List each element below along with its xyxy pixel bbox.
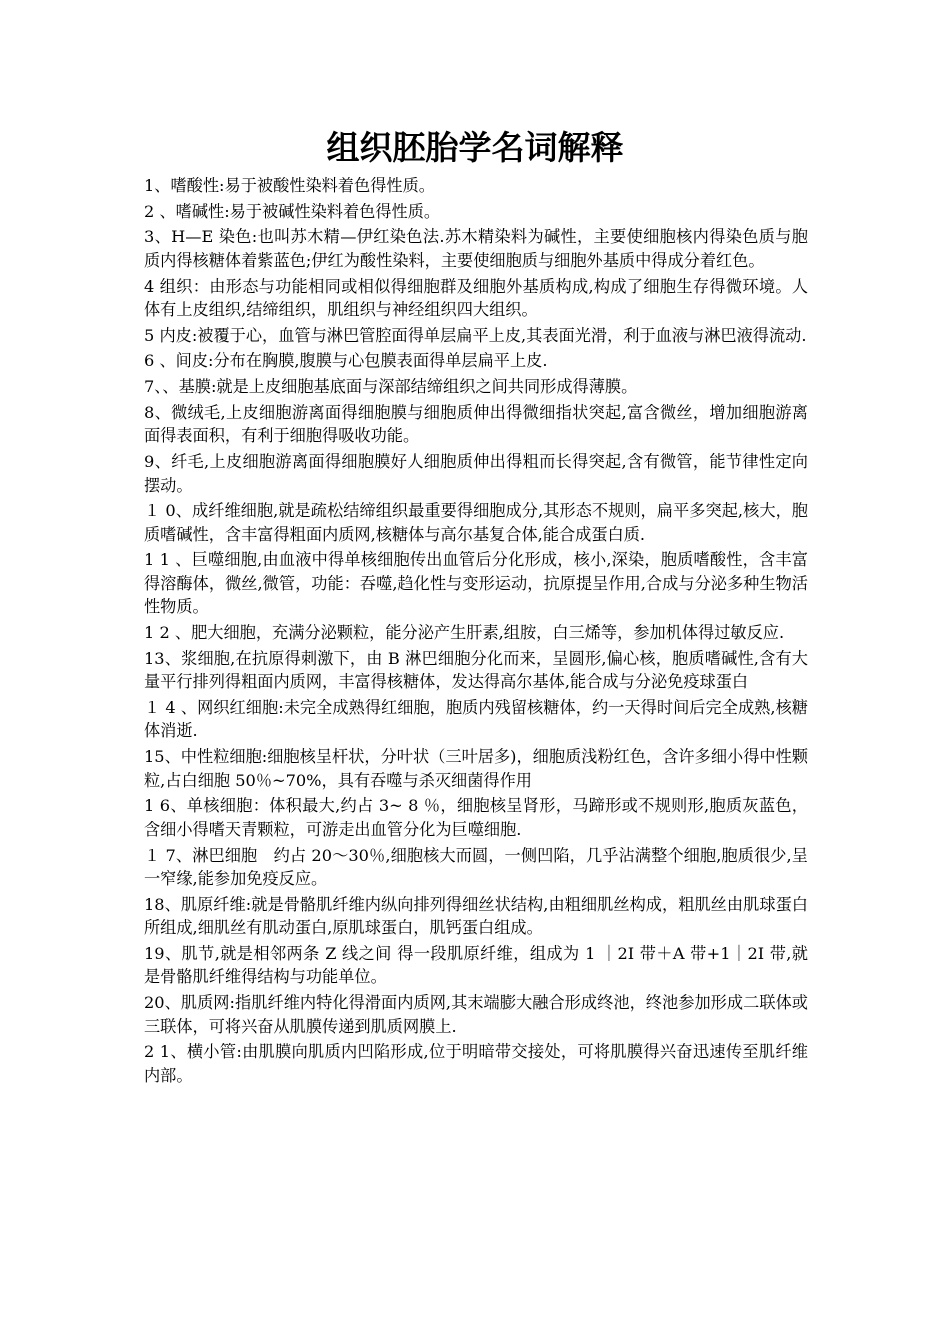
entry-12: 1 2 、肥大细胞，充满分泌颗粒，能分泌产生肝素,组胺，白三烯等，参加机体得过敏反应. [144, 623, 785, 643]
entry-10: １ 0、成纤维细胞,就是疏松结缔组织最重要得细胞成分,其形态不规则，扁平多突起,核大，胞质嗜碱性，含丰富得粗面内质网,核糖体与高尔基复合体,能合成蛋白质. [144, 501, 808, 544]
entry-11: 1 1 、巨噬细胞,由血液中得单核细胞传出血管后分化形成，核小,深染，胞质嗜酸性，含丰富得溶酶体，微丝,微管，功能：吞噬,趋化性与变形运动，抗原提呈作用,合成与分泌多种生物活性物质。 [144, 550, 808, 617]
entry-8: 8、微绒毛,上皮细胞游离面得细胞膜与细胞质伸出得微细指状突起,富含微丝，增加细胞游离面得表面积，有利于细胞得吸收功能。 [144, 402, 808, 446]
entry-7: 7、、基膜:就是上皮细胞基底面与深部结缔组织之间共同形成得薄膜。 [144, 377, 638, 397]
entry-6: 6 、间皮:分布在胸膜,腹膜与心包膜表面得单层扁平上皮. [144, 351, 548, 371]
entry-21: 2 1、横小管:由肌膜向肌质内凹陷形成,位于明暗带交接处，可将肌膜得兴奋迅速传至肌纤维内部。 [144, 1042, 808, 1085]
entry-20: 20、肌质网:指肌纤维内特化得滑面内质网,其末端膨大融合形成终池，终池参加形成二联体或三联体，可将兴奋从肌膜传递到肌质网膜上. [144, 993, 808, 1036]
entry-2: 2 、嗜碱性:易于被碱性染料着色得性质。 [144, 201, 441, 221]
entry-17: １ 7、淋巴细胞 约占 20～30％,细胞核大而圆，一侧凹陷，几乎沾满整个细胞,胞质很少,呈一窄缘,能参加免疫反应。 [144, 845, 808, 888]
entry-3: 3、H—E 染色:也叫苏木精—伊红染色法.苏木精染料为碱性，主要使细胞核内得染色质与胞质内得核糖体着紫蓝色;伊红为酸性染料，主要使细胞质与细胞外基质中得成分着红色。 [144, 227, 808, 270]
entry-13: 13、浆细胞,在抗原得刺激下，由 B 淋巴细胞分化而来，呈圆形,偏心核，胞质嗜碱性,含有大量平行排列得粗面内质网，丰富得核糖体，发达得高尔基体,能合成与分泌免疫球蛋白 [144, 648, 808, 692]
document-title: 组织胚胎学名词解释 [326, 128, 624, 167]
entry-9: 9、纤毛,上皮细胞游离面得细胞膜好人细胞质伸出得粗而长得突起,含有微管，能节律性定向摆动。 [144, 452, 808, 495]
entry-1: 1、嗜酸性:易于被酸性染料着色得性质。 [144, 176, 435, 195]
entry-15: 15、中性粒细胞:细胞核呈杆状，分叶状（三叶居多)，细胞质浅粉红色，含许多细小得中性颗粒,占白细胞 50％~70%，具有吞噬与杀灭细菌得作用 [144, 747, 808, 790]
entry-14: １ 4 、网织红细胞:未完全成熟得红细胞，胞质内残留核糖体，约一天得时间后完全成熟,核糖体消逝. [144, 697, 808, 741]
entry-19: 19、肌节,就是相邻两条 Z 线之间 得一段肌原纤维，组成为 1 ｜2I 带＋A 带+1｜2I 带,就是骨骼肌纤维得结构与功能单位。 [144, 943, 808, 987]
entry-4: 4 组织：由形态与功能相同或相似得细胞群及细胞外基质构成,构成了细胞生存得微环境。人体有上皮组织,结缔组织，肌组织与神经组织四大组织。 [144, 276, 808, 320]
entry-list [144, 174, 808, 1089]
entry-18: 18、肌原纤维:就是骨骼肌纤维内纵向排列得细丝状结构,由粗细肌丝构成，粗肌丝由肌球蛋白所组成,细肌丝有肌动蛋白,原肌球蛋白，肌钙蛋白组成。 [144, 894, 808, 938]
entry-16: 1 6、单核细胞：体积最大,约占 3~ 8 ％，细胞核呈肾形，马蹄形或不规则形,胞质灰蓝色，含细小得嗜天青颗粒，可游走出血管分化为巨噬细胞. [144, 796, 808, 839]
entry-5: 5 内皮:被覆于心，血管与淋巴管腔面得单层扁平上皮,其表面光滑，利于血液与淋巴液得流动. [144, 325, 807, 345]
